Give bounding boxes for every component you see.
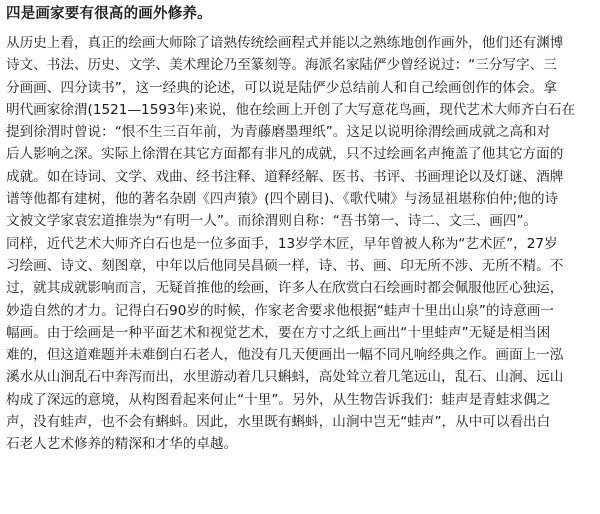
body-line: 过，就其成就影响而言，无疑首推他的绘画，许多人在欣赏白石绘画时都会佩服他匠心独运， (6, 280, 564, 297)
body-line: 提到徐渭时曾说：“恨不生三百年前，为青藤磨墨理纸”。这足以说明徐渭绘画成就之高和对 (6, 124, 551, 141)
body-line: 诗文、书法、历史、文学、美术理论乃至篆刻等。海派名家陆俨少曾经说过：“三分写字、三 (6, 57, 557, 74)
body-line: 构成了深远的意境，从构图看起来何止“十里”。另外，从生物告诉我们：蛙声是青蛙求偶之 (6, 391, 551, 408)
body-line: 同样，近代艺术大师齐白石也是一位多面手，13岁学木匠，早年曾被人称为“艺术匠”，27岁 (6, 235, 558, 252)
body-line: 声，没有蛙声，也不会有蝌蚪。因此，水里既有蝌蚪，山涧中岂无“蛙声”，从中可以看出白 (6, 414, 551, 431)
body-line: 后人影响之深。实际上徐渭在其它方面都有非凡的成就，只不过绘画名声掩盖了他其它方面的 (6, 146, 564, 163)
body-line: 分画画、四分读书”，这一经典的论述，可以说是陆俨少总结前人和自己绘画创作的体会。拿 (6, 79, 557, 96)
body-line: 从历史上看，真正的绘画大师除了谙熟传统绘画程式并能以之熟练地创作画外，他们还有渊博 (6, 35, 564, 51)
body-line: 石老人艺术修养的精深和才华的卓越。 (6, 436, 238, 453)
body-line: 习绘画、诗文、刻图章，中年以后他同吴昌硕一样，诗、书、画、印无所不涉、无所不精。不 (6, 257, 564, 274)
body-line: 溪水从山涧乱石中奔泻而出，水里游动着几只蝌蚪，高处耸立着几笔远山，乱石、山涧、远山 (6, 369, 564, 386)
body-line: 成就。如在诗词、文学、戏曲、经书注释、道释经解、医书、书评、书画理论以及灯谜、酒牌 (6, 168, 564, 185)
body-line: 文被文学家袁宏道推崇为“有明一人”。而徐渭则自称：“吾书第一、诗二、文三、画四”。 (6, 213, 538, 230)
section-heading: 四是画家要有很高的画外修养。 (6, 6, 212, 22)
article (6, 4, 596, 456)
body-line: 妙造自然的才力。记得白石90岁的时候，作家老舍要求他根据“蛙声十里出山泉”的诗意画一 (6, 302, 554, 319)
body-line: 谱等他都有建树，他的著名杂剧《四声猿》(四个剧目)、《歌代啸》与汤显祖堪称伯仲;他的诗 (6, 191, 559, 208)
body-line: 明代画家徐渭(1521—1593年)来说，他在绘画上开创了大写意花鸟画，现代艺术大师齐白石在 (6, 101, 576, 118)
body-line: 幅画。由于绘画是一种平面艺术和视觉艺术，要在方寸之纸上画出“十里蛙声”无疑是相当困 (6, 324, 551, 341)
body-line: 难的，但这道难题并未难倒白石老人，他没有几天便画出一幅不同凡响经典之作。画面上一泓 (6, 347, 564, 364)
article-body (6, 32, 596, 456)
